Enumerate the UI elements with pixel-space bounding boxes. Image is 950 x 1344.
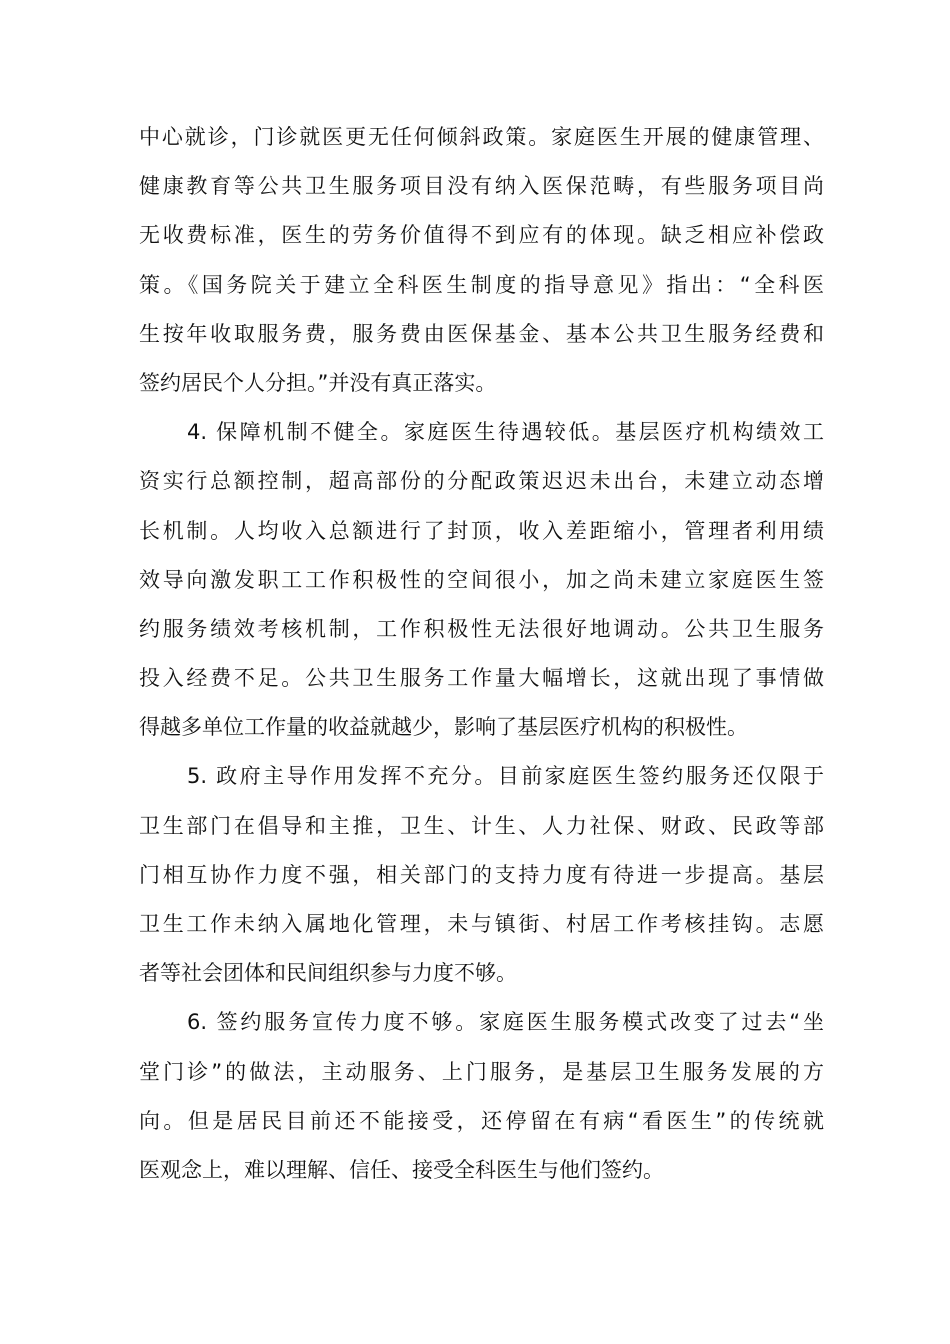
paragraph-continued (139, 113, 824, 408)
text-line: 效导向激发职工工作积极性的空间很小，加之尚未建立家庭医生签 (139, 567, 824, 592)
text-line: 资实行总额控制，超高部份的分配政策迟迟未出台，未建立动态增 (139, 469, 824, 494)
text-line: 约服务绩效考核机制，工作积极性无法很好地调动。公共卫生服务 (139, 616, 824, 641)
text-line: 卫生工作未纳入属地化管理，未与镇街、村居工作考核挂钩。志愿 (139, 912, 824, 936)
text-line: 4. 保障机制不健全。家庭医生待遇较低。基层医疗机构绩效工 (187, 420, 824, 445)
text-line: 签约居民个人分担。”并没有真正落实。 (139, 370, 497, 395)
document-body (139, 113, 824, 1195)
text-line: 生按年收取服务费，服务费由医保基金、基本公共卫生服务经费和 (139, 321, 824, 346)
text-line: 医观念上，难以理解、信任、接受全科医生与他们签约。 (139, 1157, 664, 1182)
text-line: 堂门诊”的做法，主动服务、上门服务，是基层卫生服务发展的方 (139, 1059, 824, 1084)
paragraph-4 (139, 408, 824, 752)
text-line: 6. 签约服务宣传力度不够。家庭医生服务模式改变了过去“坐 (187, 1010, 824, 1035)
paragraph-6 (139, 998, 824, 1195)
paragraph-5 (139, 752, 824, 998)
text-line: 投入经费不足。公共卫生服务工作量大幅增长，这就出现了事情做 (139, 666, 824, 691)
text-line: 健康教育等公共卫生服务项目没有纳入医保范畴，有些服务项目尚 (139, 174, 824, 199)
text-line: 向。但是居民目前还不能接受，还停留在有病“看医生”的传统就 (139, 1108, 824, 1133)
text-line: 无收费标准，医生的劳务价值得不到应有的体现。缺乏相应补偿政 (139, 223, 824, 248)
text-line: 门相互协作力度不强，相关部门的支持力度有待进一步提高。基层 (139, 862, 824, 887)
text-line: 得越多单位工作量的收益就越少，影响了基层医疗机构的积极性。 (139, 715, 748, 740)
text-line: 卫生部门在倡导和主推，卫生、计生、人力社保、财政、民政等部 (139, 813, 824, 838)
text-line: 者等社会团体和民间组织参与力度不够。 (139, 961, 517, 986)
text-line: 长机制。人均收入总额进行了封顶，收入差距缩小，管理者利用绩 (139, 518, 824, 543)
text-line: 中心就诊，门诊就医更无任何倾斜政策。家庭医生开展的健康管理、 (139, 125, 824, 149)
text-line: 5. 政府主导作用发挥不充分。目前家庭医生签约服务还仅限于 (187, 764, 824, 789)
text-line: 策。《国务院关于建立全科医生制度的指导意见》指出：“全科医 (139, 272, 824, 297)
